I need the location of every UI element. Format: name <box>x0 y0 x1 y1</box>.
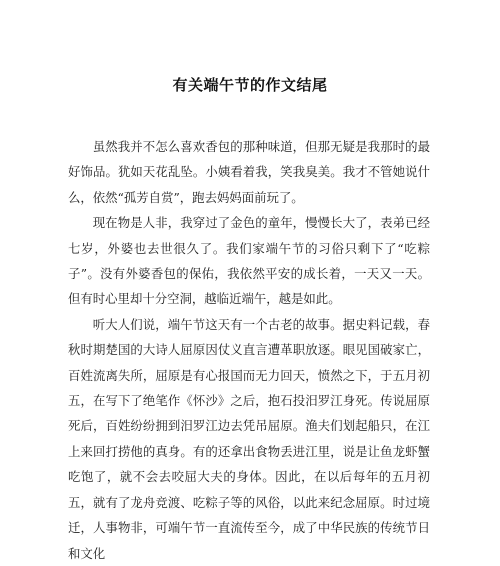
document-title: 有关端午节的作文结尾 <box>172 76 328 94</box>
document-body <box>68 134 430 566</box>
paragraph-3: 听大人们说，端午节这天有一个古老的故事。据史料记载，春秋时期楚国的大诗人屈原因仗义直言遭革职放逐。眼见国破家亡，百姓流离失所，屈原是有心报国而无力回天，愤然之下，于五月初五，在写下了绝笔作《怀沙》之后，抱石投汨罗江身死。传说屈原死后，百姓纷纷拥到汨罗江边去凭吊屈原。渔夫们划起船只，在江上来回打捞他的真身。有的还拿出食物丢进江里，说是让鱼龙虾蟹吃饱了，就不会去咬屈大夫的身体。因此，在以后每年的五月初五，就有了龙舟竞渡、吃粽子等的风俗，以此来纪念屈原。时过境迁，人事物非，可端午节一直流传至今，成了中华民族的传统节日和文化 <box>68 316 430 561</box>
paragraph-2: 现在物是人非，我穿过了金色的童年，慢慢长大了，表弟已经七岁，外婆也去世很久了。我们家端午节的习俗只剩下了“吃粽子”。没有外婆香包的保佑，我依然平安的成长着，一天又一天。但有时心里却十分空洞，越临近端午，越是如此。 <box>68 215 430 307</box>
paragraph-1: 虽然我并不怎么喜欢香包的那种味道，但那无疑是我那时的最好饰品。犹如天花乱坠。小姨看着我，笑我臭美。我才不管她说什么，依然“孤芳自赏”，跑去妈妈面前玩了。 <box>68 139 430 205</box>
